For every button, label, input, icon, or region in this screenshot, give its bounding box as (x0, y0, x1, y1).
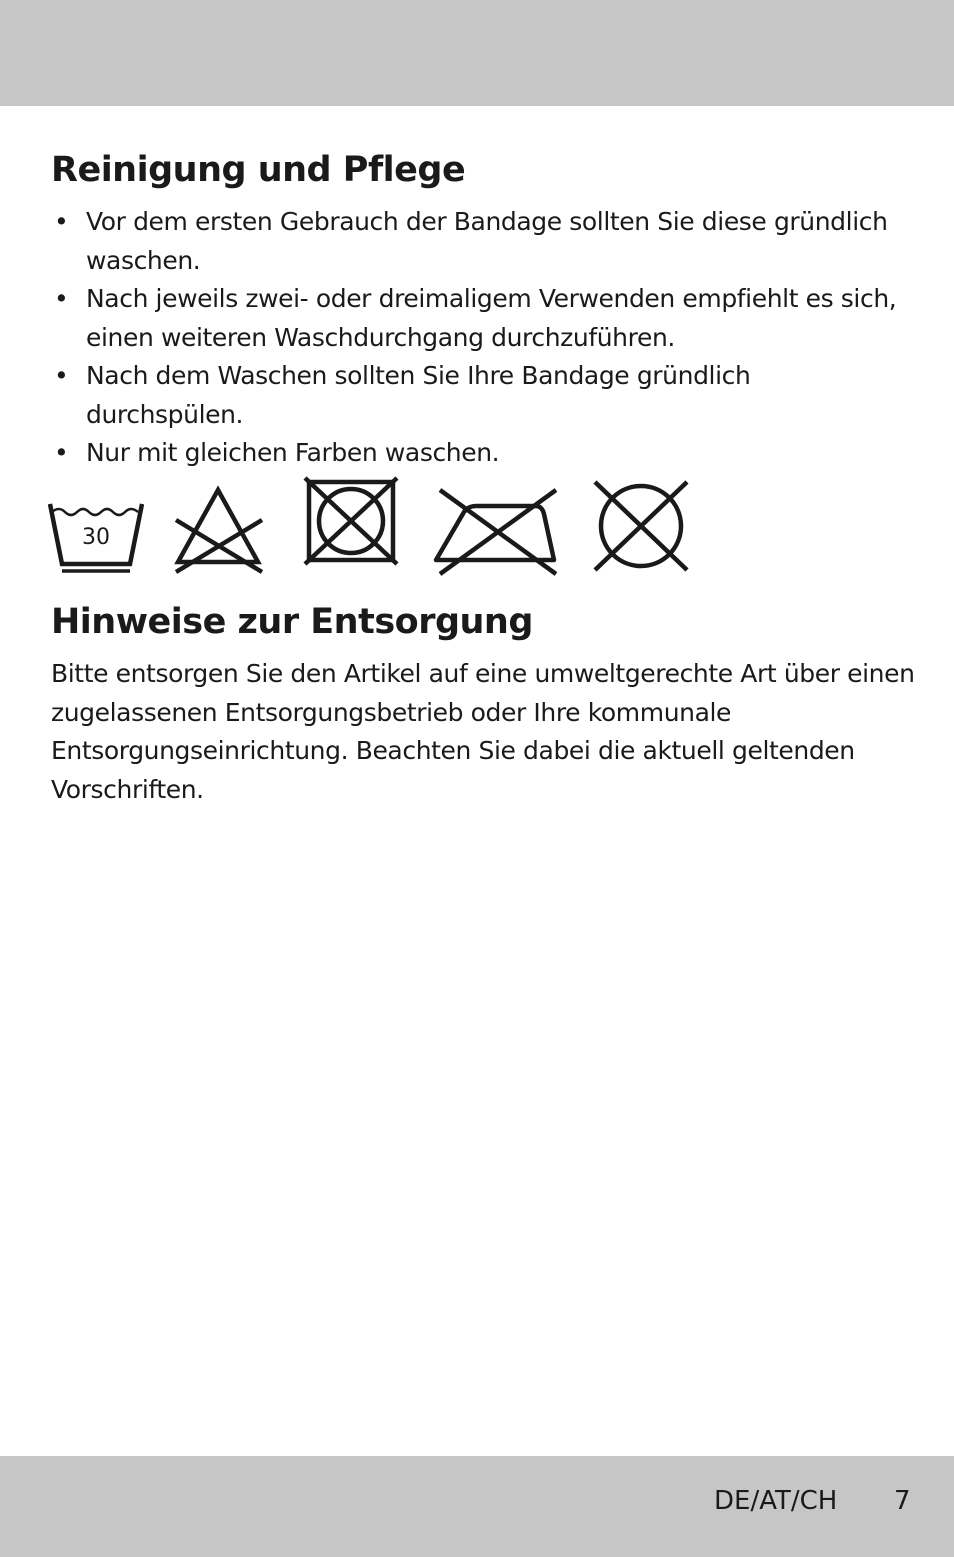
list-item-text: Vor dem ersten Gebrauch der Bandage sollten Sie diese gründlich waschen. (86, 207, 888, 275)
list-item (51, 357, 911, 434)
list-item (51, 280, 911, 357)
list-item-text: Nur mit gleichen Farben waschen. (86, 438, 500, 467)
do-not-bleach-icon (170, 476, 266, 580)
header-band (0, 0, 954, 106)
disposal-paragraph: Bitte entsorgen Sie den Artikel auf eine umweltgerechte Art über einen zugelassenen Entsorgungsbetrieb oder Ihre kommunale Entsorgungseinrichtung. Beachten Sie dabei die aktuell geltenden Vorschriften. (51, 659, 915, 804)
list-item (51, 434, 911, 473)
care-instructions-list (51, 203, 911, 473)
bullet-icon: • (54, 284, 69, 313)
footer-region-label: DE/AT/CH (714, 1486, 838, 1516)
care-symbols-row (48, 476, 708, 580)
list-item-text: Nach dem Waschen sollten Sie Ihre Bandage gründlich durchspülen. (86, 361, 751, 429)
bullet-icon: • (54, 207, 69, 236)
bullet-icon: • (54, 361, 69, 390)
list-item (51, 203, 911, 280)
do-not-dry-clean-icon (590, 476, 692, 580)
do-not-iron-icon (432, 476, 562, 580)
do-not-tumble-dry-icon (302, 476, 402, 580)
wash-temperature-label: 30 (82, 525, 110, 550)
list-item-text: Nach jeweils zwei- oder dreimaligem Verwenden empfiehlt es sich, einen weiteren Waschdurchgang durchzuführen. (86, 284, 897, 352)
section-title-care: Reinigung und Pflege (51, 150, 466, 190)
bullet-icon: • (54, 438, 69, 467)
section-title-disposal: Hinweise zur Entsorgung (51, 602, 533, 642)
wash-30-icon (48, 476, 144, 580)
page-number: 7 (894, 1486, 911, 1516)
